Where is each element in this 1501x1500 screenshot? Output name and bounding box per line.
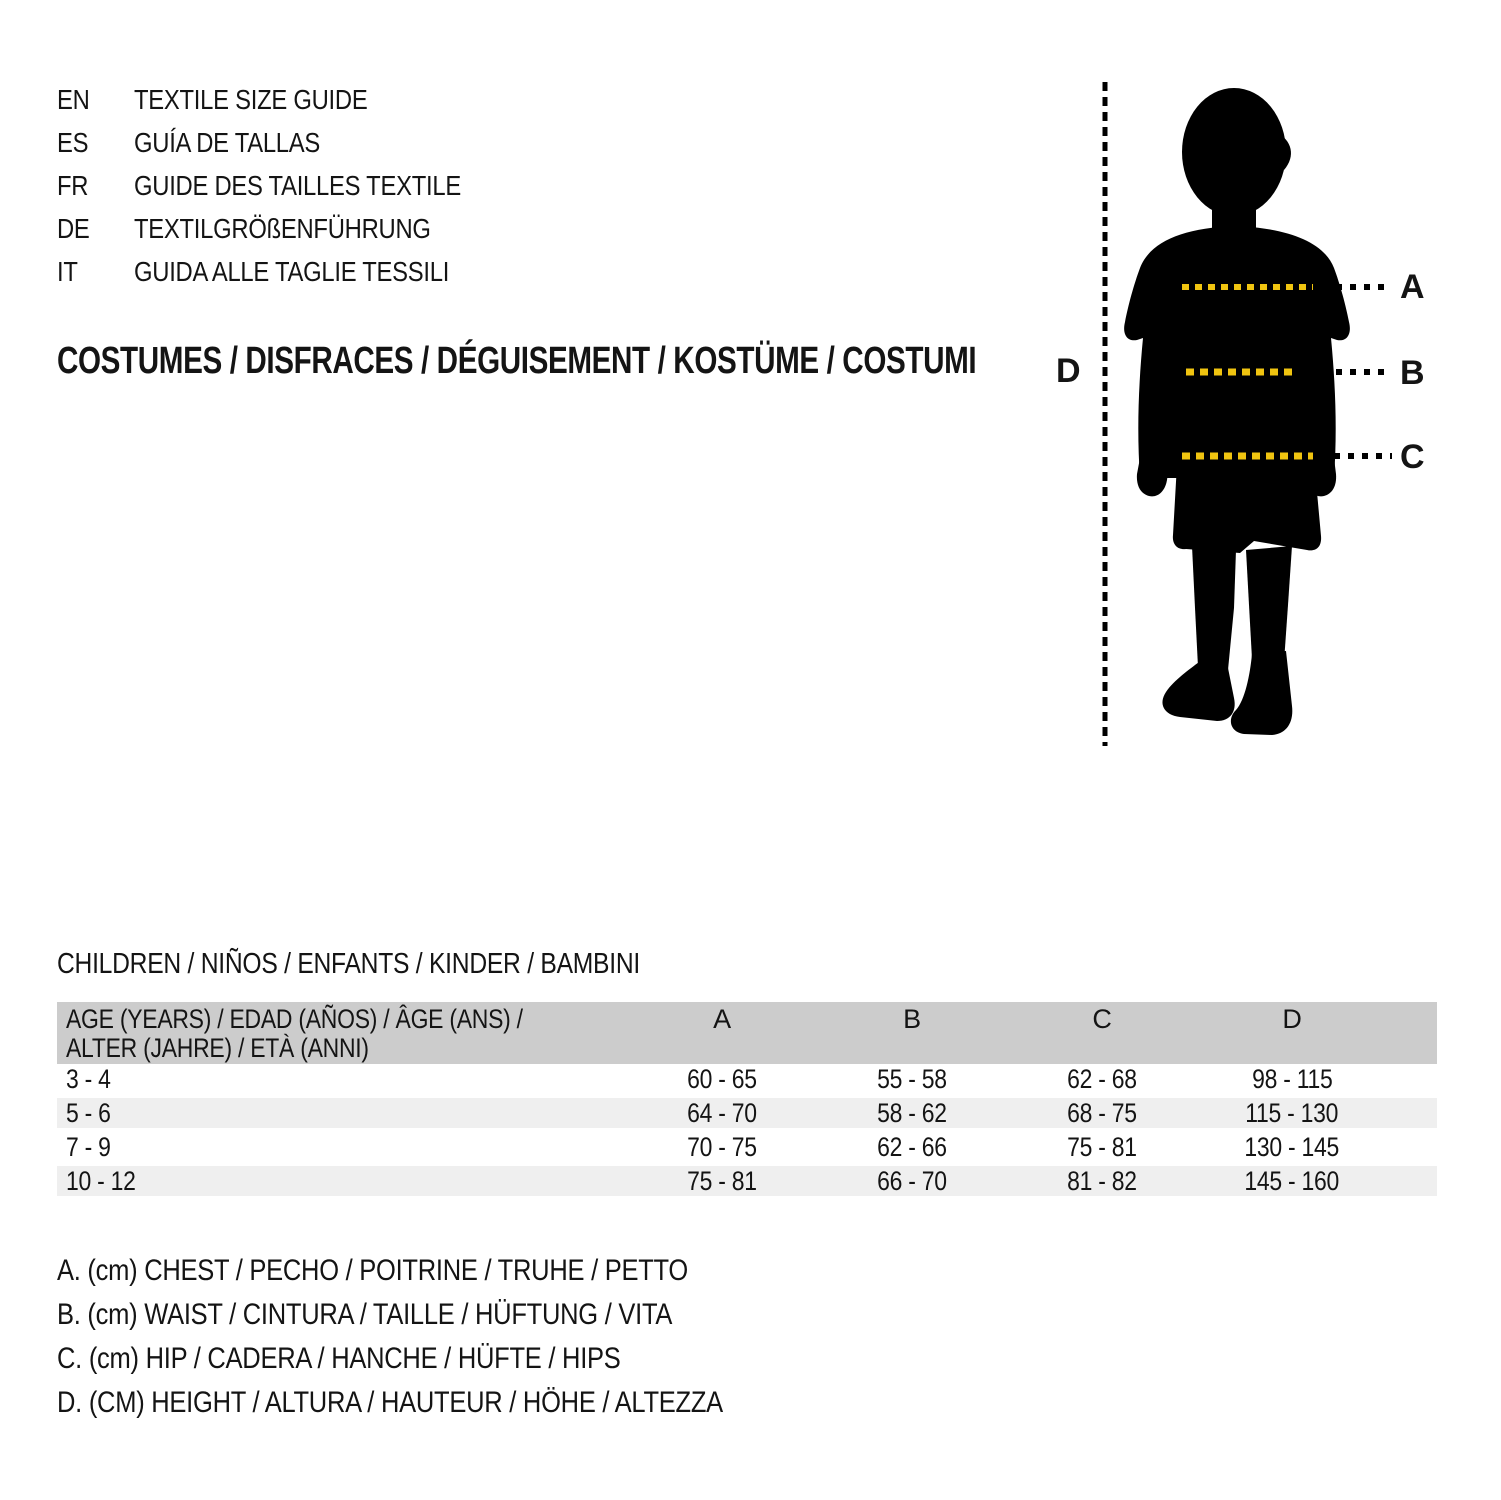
waist-range: 58 - 62	[877, 1098, 947, 1128]
language-code: IT	[57, 256, 78, 287]
language-code: EN	[57, 84, 90, 115]
hip-range: 62 - 68	[1067, 1064, 1137, 1094]
height-range: 145 - 160	[1244, 1166, 1340, 1196]
chest-range: 75 - 81	[687, 1166, 757, 1196]
chest-range: 64 - 70	[687, 1098, 757, 1128]
waist-range: 62 - 66	[877, 1132, 947, 1162]
size-row	[57, 1164, 1437, 1198]
age-column-header	[57, 1002, 627, 1064]
height-range: 130 - 145	[1244, 1132, 1340, 1162]
height-range: 98 - 115	[1251, 1064, 1333, 1094]
language-row-de	[57, 207, 519, 250]
size-row	[57, 1096, 1437, 1130]
legend-hip: C. (cm) HIP / CADERA / HANCHE / HÜFTE / HIPS	[57, 1342, 621, 1375]
age-header-line2: ALTER (JAHRE) / ETÀ (ANNI)	[66, 1033, 369, 1063]
column-header-a: A	[627, 1002, 817, 1064]
measure-label-waist: B	[1400, 354, 1425, 392]
language-code: ES	[57, 127, 89, 158]
height-range: 115 - 130	[1245, 1098, 1339, 1128]
column-header-d: D	[1197, 1002, 1387, 1064]
age-range: 10 - 12	[66, 1166, 136, 1196]
age-range: 5 - 6	[66, 1098, 111, 1128]
guide-title-es: GUÍA DE TALLAS	[134, 127, 321, 158]
legend-height: D. (CM) HEIGHT / ALTURA / HAUTEUR / HÖHE / ALTEZZA	[57, 1386, 723, 1419]
legend-waist: B. (cm) WAIST / CINTURA / TAILLE / HÜFTUNG / VITA	[57, 1298, 673, 1331]
waist-range: 66 - 70	[877, 1166, 947, 1196]
header-spacer	[1387, 1002, 1437, 1064]
measure-label-chest: A	[1400, 268, 1425, 306]
column-header-c: C	[1007, 1002, 1197, 1064]
measure-label-height: D	[1056, 352, 1081, 390]
language-row-fr	[57, 164, 519, 207]
category-title-text: COSTUMES / DISFRACES / DÉGUISEMENT / KOSTÜME / COSTUMI	[57, 340, 977, 382]
chest-range: 60 - 65	[687, 1064, 757, 1094]
language-row-en	[57, 78, 519, 121]
measure-label-hip: C	[1400, 438, 1425, 476]
size-row	[57, 1064, 1437, 1096]
hip-range: 75 - 81	[1067, 1132, 1137, 1162]
age-header-line1: AGE (YEARS) / EDAD (AÑOS) / ÂGE (ANS) /	[66, 1004, 523, 1034]
language-code: FR	[57, 170, 89, 201]
column-header-b: B	[817, 1002, 1007, 1064]
size-table	[57, 1002, 1437, 1200]
chest-range: 70 - 75	[687, 1132, 757, 1162]
guide-title-it: GUIDA ALLE TAGLIE TESSILI	[134, 256, 450, 287]
language-list	[57, 78, 519, 293]
measurement-legend	[57, 1249, 840, 1425]
guide-title-de: TEXTILGRÖßENFÜHRUNG	[134, 213, 432, 244]
size-table-header	[57, 1002, 1437, 1064]
child-silhouette-graphic	[1040, 60, 1440, 760]
size-row	[57, 1130, 1437, 1164]
child-measurement-figure	[1040, 60, 1480, 760]
section-title-text: CHILDREN / NIÑOS / ENFANTS / KINDER / BAMBINI	[57, 948, 640, 980]
legend-chest: A. (cm) CHEST / PECHO / POITRINE / TRUHE / PETTO	[57, 1254, 689, 1287]
waist-range: 55 - 58	[877, 1064, 947, 1094]
guide-title-en: TEXTILE SIZE GUIDE	[134, 84, 368, 115]
age-range: 3 - 4	[66, 1064, 111, 1094]
age-range: 7 - 9	[66, 1132, 111, 1162]
language-row-it	[57, 250, 519, 293]
language-code: DE	[57, 213, 90, 244]
hip-range: 68 - 75	[1067, 1098, 1137, 1128]
section-title	[57, 948, 743, 980]
guide-title-fr: GUIDE DES TAILLES TEXTILE	[134, 170, 462, 201]
child-silhouette	[1124, 88, 1350, 735]
language-row-es	[57, 121, 519, 164]
hip-range: 81 - 82	[1067, 1166, 1137, 1196]
